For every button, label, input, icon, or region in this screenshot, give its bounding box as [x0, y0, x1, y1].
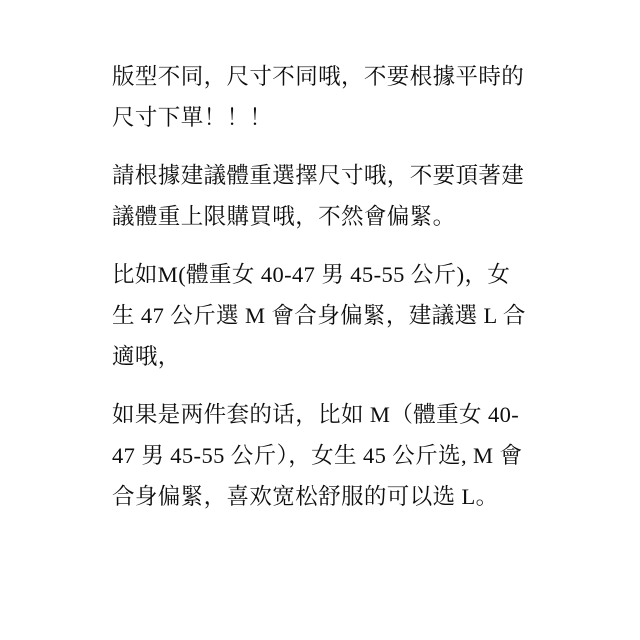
paragraph-3: 比如M(體重女 40-47 男 45-55 公斤)，女生 47 公斤選 M 會合身偏緊，建議選 L 合適哦， — [112, 262, 526, 369]
paragraph-4: 如果是两件套的话，比如 M（體重女 40-47 男 45-55 公斤），女生 45 公斤选, M 會合身偏緊，喜欢宽松舒服的可以选 L。 — [112, 402, 523, 509]
paragraph-2: 請根據建議體重選擇尺寸哦，不要頂著建議體重上限購買哦，不然會偏緊。 — [112, 163, 525, 229]
paragraph-1: 版型不同，尺寸不同哦，不要根據平時的尺寸下單！！！ — [112, 64, 525, 130]
